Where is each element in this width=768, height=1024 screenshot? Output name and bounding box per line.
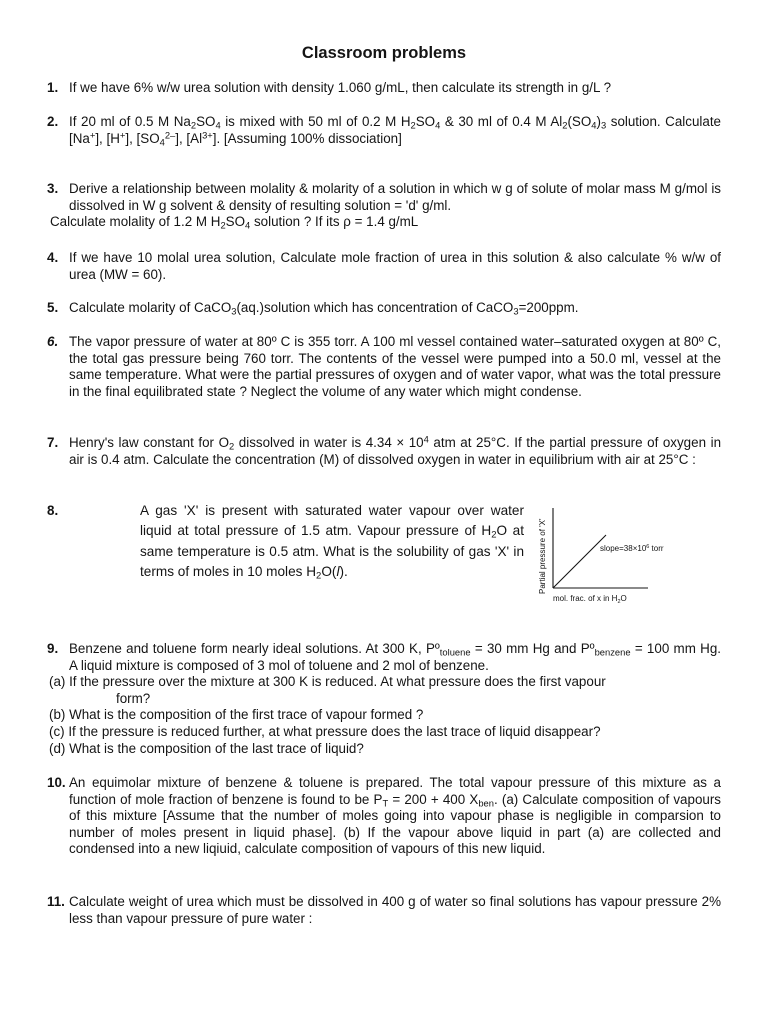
question-text: Henry's law constant for $O_2$ dissolved in water is $4.34 \times 10^4$ atm at 25°C. If the partial pressure of oxygen in air is 0.4 atm. Calculate the concentration (M) of dissolved oxygen in water in equilibrium with air at 25°C :	[69, 434, 722, 467]
question-text: Derive a relationship between molality & molarity of a solution in which w g of solute of molar mass M g/mol is dissolved in W g solvent & density of resulting solution = 'd' g/ml.	[69, 181, 721, 213]
question-text: Calculate weight of urea which must be dissolved in 400 g of water so final solutions has vapour pressure 2% less than vapour pressure of pure water :	[69, 894, 721, 926]
question-5	[47, 300, 721, 317]
question-number: 3.	[47, 181, 59, 196]
sub-question-a-continued: form?	[116, 690, 151, 706]
slope-label: $slope=38\times 10^6$ torr	[600, 544, 664, 553]
question-4	[47, 250, 721, 283]
question-9	[47, 641, 721, 757]
question-number: 1.	[47, 80, 59, 95]
y-axis-label: Partial pressure of 'X'	[538, 518, 547, 594]
question-11	[47, 894, 721, 927]
question-6	[47, 334, 721, 400]
question-3	[47, 181, 721, 231]
question-text: If we have 10 molal urea solution, Calculate mole fraction of urea in this solution & also calculate % w/w of urea (MW = 60).	[69, 250, 721, 282]
partial-pressure-graph	[536, 500, 706, 608]
x-axis-label: mol. frac. of x in $H_2O$	[553, 594, 627, 605]
question-text: The vapor pressure of water at 80º C is 355 torr. A 100 ml vessel contained water–saturated oxygen at 80º C, the total gas pressure being 760 torr. The contents of the vessel were pumped into a 50.0 ml, vessel at the same temperature. What were the partial pressures of oxygen and of water vapor, what was the total pressure in the final equilibrated state ? Neglect the volume of any water which might condense.	[69, 334, 721, 399]
question-text: If 20 ml of 0.5 M $Na_2SO_4$ is mixed with 50 ml of 0.2 M $H_2SO_4$ & 30 ml of 0.4 M $Al_2(SO_4)_3$ solution. Calculate [Na+], [H+], $[SO_4^{2-}]$, $[Al^{3+}]$. [Assuming 100% dissociation]	[69, 114, 721, 147]
question-7	[47, 435, 721, 468]
sub-question-c: (c) If the pressure is reduced further, at what pressure does the last trace of liquid disappear?	[49, 723, 601, 739]
question-text: An equimolar mixture of benzene & toluene is prepared. The total vapour pressure of this mixture as a function of mole fraction of benzene is found to be $P_T = 200 + 400$ $X_{ben}$. (a) Calculate composition of vapours of this mixture [Assume that the number of moles going into vapour phase is negligible in comparsion to number of moles present in liquid phase]. (b) If the vapour above liquid in part (a) are collected and condensed into a new liqiuid, calculate composition of vapours of this new liquid.	[69, 775, 721, 857]
question-subtext: Calculate molality of 1.2 M $H_2SO_4$ solution ? If its ρ = 1.4 g/mL	[50, 214, 419, 231]
question-number: 4.	[47, 250, 59, 265]
question-number: 9.	[47, 641, 59, 656]
slope-line	[553, 535, 606, 588]
sub-question-d: (d) What is the composition of the last trace of liquid?	[49, 740, 364, 756]
question-1	[47, 80, 721, 97]
question-number: 5.	[47, 300, 59, 315]
question-number: 6.	[47, 334, 59, 349]
page-title: Classroom problems	[301, 44, 467, 62]
question-2	[47, 114, 721, 147]
sub-question-b: (b) What is the composition of the first trace of vapour formed ?	[49, 707, 424, 723]
sub-question-a: (a) If the pressure over the mixture at 300 K is reduced. At what pressure does the first vapour	[49, 674, 606, 690]
question-number: 8.	[47, 503, 59, 518]
question-10	[47, 775, 721, 858]
question-number: 10.	[47, 775, 66, 790]
question-text: If we have 6% w/w urea solution with density 1.060 g/mL, then calculate its strength in g/L ?	[69, 80, 612, 95]
question-number: 2.	[47, 114, 59, 129]
question-text: Benzene and toluene form nearly ideal solutions. At 300 K, Pº$_{toluene}$ = 30 mm Hg and Pº$_{benzene}$ = 100 mm Hg. A liquid mixture is composed of 3 mol of toluene and 2 mol of benzene.	[69, 641, 721, 673]
question-text: A gas 'X' is present with saturated water vapour over water liquid at total pressure of 1.5 atm. Vapour pressure of $H_2O$ at same temperature is 0.5 atm. What is the solubility of gas 'X' in terms of moles in 10 moles $H_2O(l)$.	[140, 503, 525, 582]
question-text: Calculate molarity of CaCO$_3$(aq.)solution which has concentration of CaCO$_3$=200ppm.	[69, 300, 579, 317]
question-number: 11.	[47, 894, 65, 909]
question-number: 7.	[47, 435, 59, 450]
